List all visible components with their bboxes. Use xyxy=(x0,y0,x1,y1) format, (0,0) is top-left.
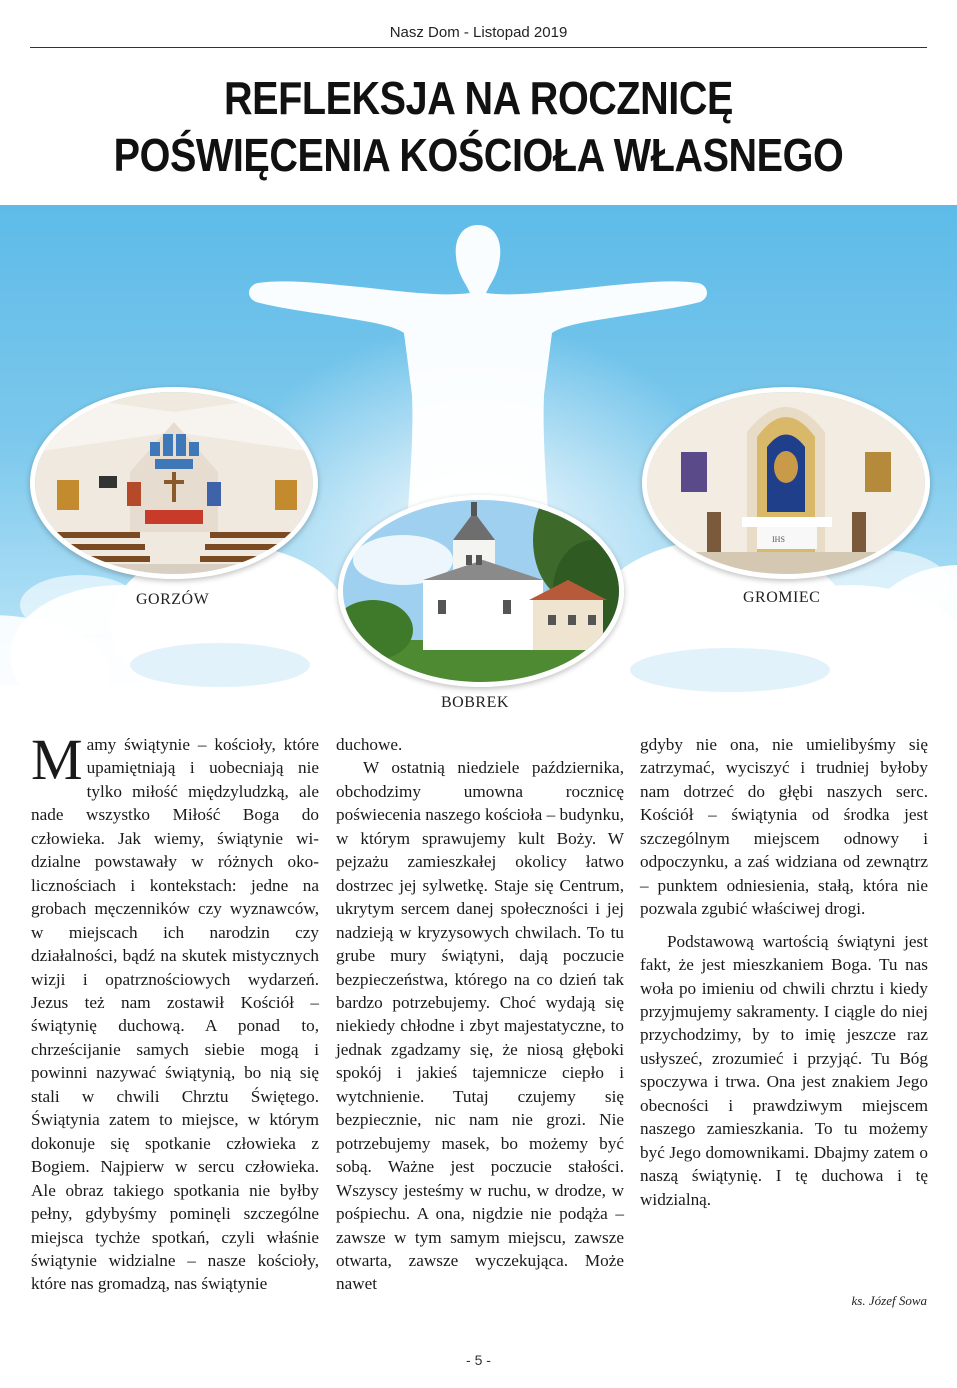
photo-gorzow-interior xyxy=(30,387,318,579)
article-title-line-1: REFLEKSJA NA ROCZNICĘ xyxy=(224,72,733,124)
article-body xyxy=(0,727,957,1343)
article-title xyxy=(67,70,890,184)
article-title-line-2: POŚWIĘCENIA KOŚCIOŁA WŁASNEGO xyxy=(113,129,844,181)
paragraph-3: Podstawową wartością świątyni jest fakt, że jest mieszkaniem Boga. Tu nas woła po imieniu od chwili chrztu i kiedy przyjmujemy sakramenty. I ciągle do niej przychodzimy, by to imię jeszcze raz usłyszeć, zrozumieć i przyjąć. Tu Bóg spoczywa i trwa. Ona jest znakiem Jego obecności i prawdziwym miejscem naszego zamieszkania. To tu możemy być Jego domownikami. Dbajmy zatem o naszą świątynię. I tę duchowa i tę widzialną. xyxy=(640,931,928,1209)
paragraph-2-continued: gdyby nie ona, nie umielibyśmy się zatrzymać, wyciszyć i trudniej byłoby nam dotrzeć do głębi naszych serc. Kościół – świątynia od środka jest szczególnym miejscem odnowy i odpoczynku, a zaś widziana od zewnątrz – punktem odniesienia, stałą, która nie pozwala zgubić właściwej drogi. xyxy=(640,735,928,919)
caption-gromiec: GROMIEC xyxy=(743,589,821,606)
column-3 xyxy=(640,733,928,1211)
column-2 xyxy=(336,733,624,1296)
drop-cap: M xyxy=(31,727,83,792)
svg-text:IHS: IHS xyxy=(772,535,785,544)
paragraph-2: W ostatnią niedziele października, obchodzimy umowna rocznicę poświecenia naszego kościoła – budynku, w którym sprawujemy kult Boży. W pejzażu zamieszkałej okolicy łatwo dostrzec jej sylwetkę. Staje się Centrum, ukrytym sercem danej społeczności i jej nadzieją w kryzysowych chwilach. To tu grube mury świątyni, dają poczucie bezpieczeństwa, którego na co dzień tak bardzo potrzebujemy. Choć wydają się niekiedy chłodne i zbyt majestatyczne, to jednak zgadzamy się, że niosą głęboki spokój i jakieś tajemnicze ciepło i wytchnienie. Tutaj czujemy się bezpiecznie, nic nam nie grozi. Nie potrzebujemy masek, bo możemy być sobą. Ważne jest poczucie stałości. Wszyscy jesteśmy w ruchu, w drodze, w pośpiechu. A ona, nigdzie nie podąża – zawsze w tym samym miejscu, zawsze otwarta, zawsze wyczekująca. Może nawet xyxy=(336,758,624,1294)
paragraph-1-text: amy świątynie – kościoły, które upamiętniają i uobecniają nie tylko miłość międzyludzką, ale nade wszystko Miłość Boga do człowieka. Jak wiemy, świątynie widzialne powstawały w różnych okolicznościach i kontekstach: jedne na grobach męczenników czy wyznawców, w miejscach ich narodzin czy działalności, bądź na skutek mistycznych wizji i opatrznościowych wydarzeń. Jezus też nam zostawił Kościół – świątynię duchową. A ponad to, chrześcijanie samych siebie mogą i powinni nazywać świątynią, bo nią się stali w chwili Chrztu Świętego. Świątynia zatem to miejsce, w którym dokonuje się spotkanie człowieka z Bogiem. Najpierw w sercu człowieka. Ale obraz takiego spotkania nie byłby pełny, gdybyśmy pominęli szczególne miejsca tychże spotkań, czyli właśnie świątynie widzialne – nasze kościoły, które nas gromadzą, nas świątynie xyxy=(31,735,319,1294)
paragraph-1 xyxy=(31,727,319,1296)
photo-bobrek-exterior xyxy=(338,495,624,687)
caption-bobrek: BOBREK xyxy=(441,694,509,711)
running-header: Nasz Dom - Listopad 2019 xyxy=(389,24,568,41)
header-rule xyxy=(30,47,927,48)
paragraph-1-continued: duchowe. xyxy=(336,735,403,754)
column-1 xyxy=(31,727,319,1296)
hero-banner xyxy=(0,205,957,725)
page-number: - 5 - xyxy=(466,1352,491,1368)
photo-gromiec-interior xyxy=(642,387,930,579)
author-signature: ks. Józef Sowa xyxy=(851,1293,927,1308)
caption-gorzow: GORZÓW xyxy=(136,591,210,608)
